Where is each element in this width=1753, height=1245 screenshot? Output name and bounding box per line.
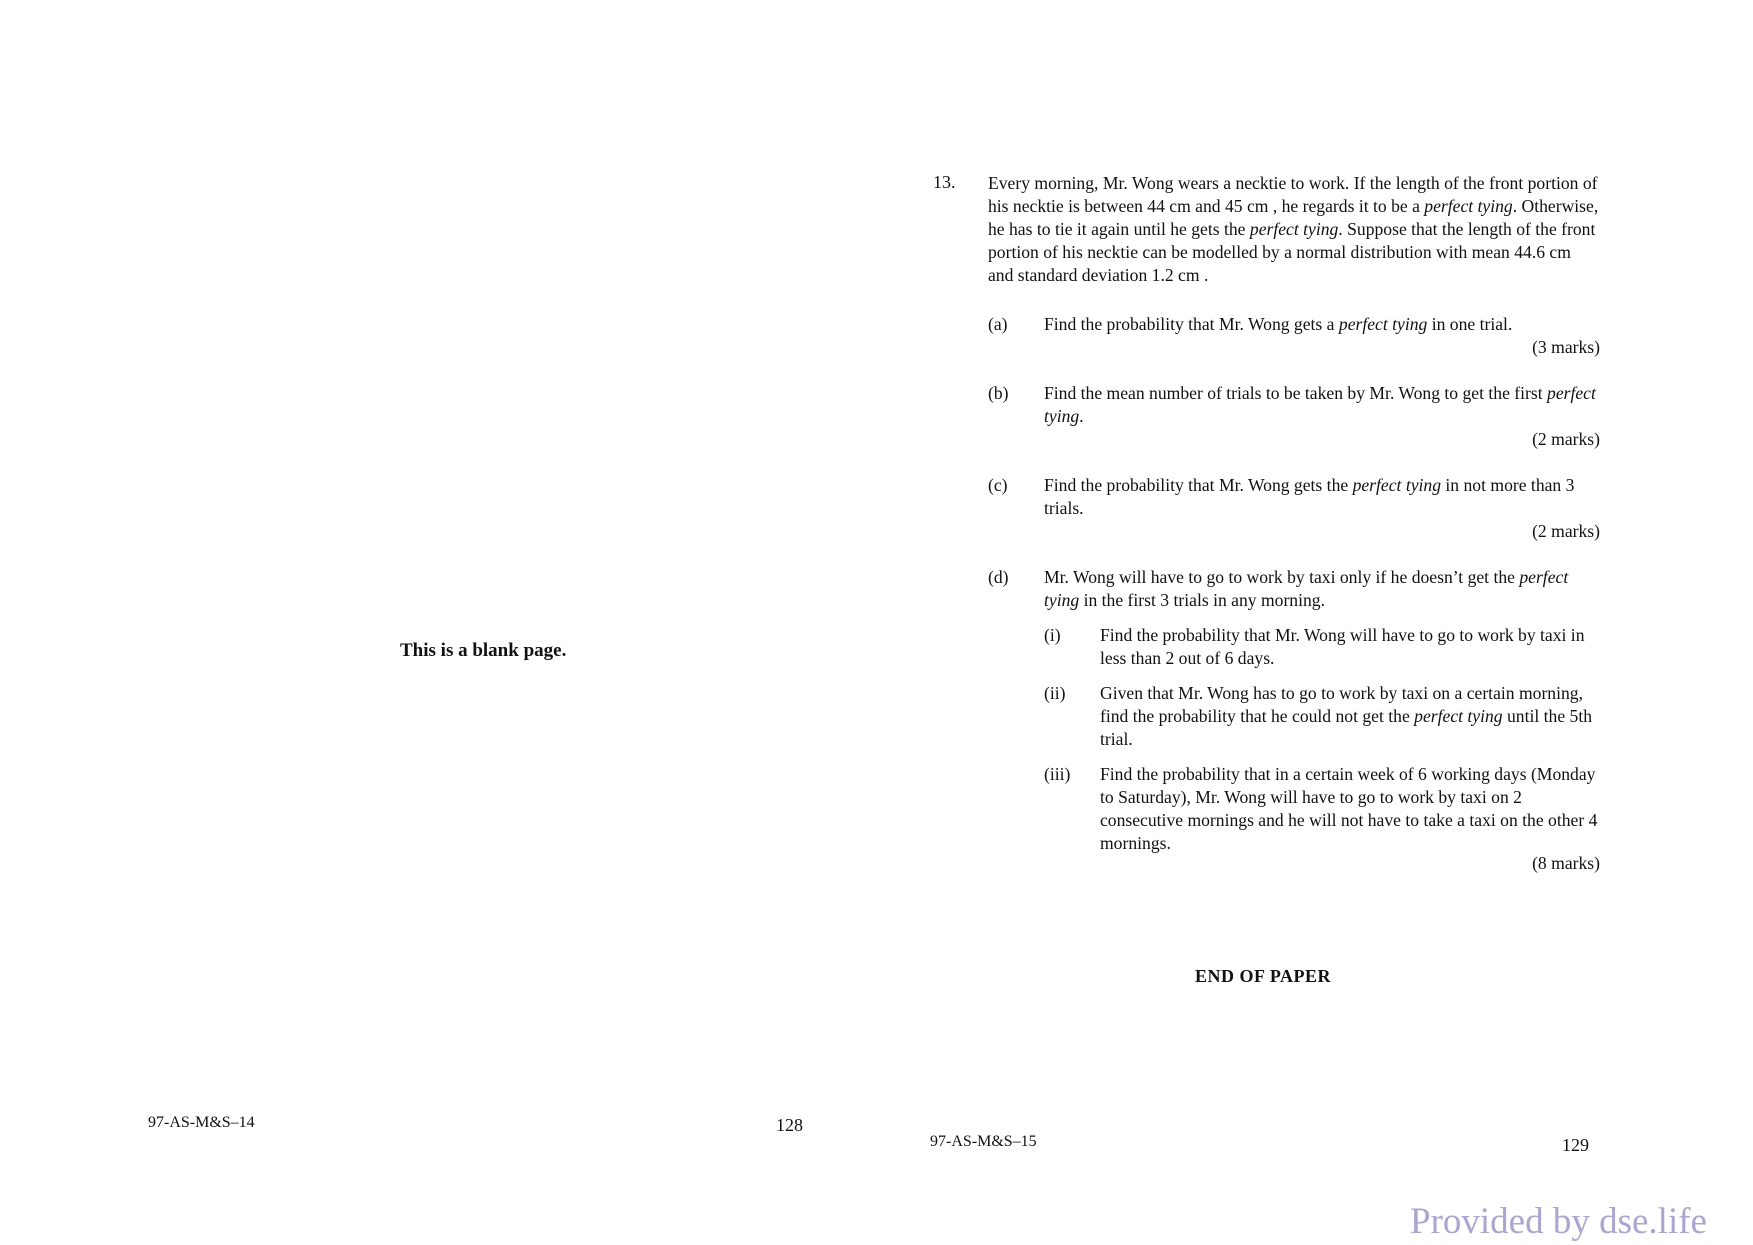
watermark-text: Provided by dse.life [1410,1201,1707,1242]
emphasis-term: perfect tying [1044,567,1569,610]
part-b-text: Find the mean number of trials to be taken by Mr. Wong to get the first perfect tying. [1044,383,1596,426]
emphasis-term: perfect tying [1424,196,1513,216]
left-page-number: 128 [776,1115,803,1135]
part-c-label: (c) [988,475,1008,495]
right-footer-code: 97-AS-M&S–15 [930,1133,1037,1150]
question-intro: Every morning, Mr. Wong wears a necktie to work. If the length of the front portion of his necktie is between 44 cm and 45 cm , he regards it to be a perfect tying. Otherwise, he has to tie it again until he gets the perfect tying. Suppose that the length of the front portion of his necktie can be modelled by a normal distribution with mean 44.6 cm and standard deviation 1.2 cm . [988,173,1599,285]
part-d-i-text: Find the probability that Mr. Wong will have to go to work by taxi in less than 2 out of 6 days. [1100,625,1585,668]
part-d-ii-text: Given that Mr. Wong has to go to work by taxi on a certain morning, find the probability that he could not get the perfect tying until the 5th trial. [1100,683,1593,749]
part-d-i-label: (i) [1044,625,1061,645]
part-b-marks: (2 marks) [1532,429,1600,449]
part-c-text: Find the probability that Mr. Wong gets the perfect tying in not more than 3 trials. [1044,475,1575,518]
part-d-marks: (8 marks) [1532,853,1600,873]
part-a-text: Find the probability that Mr. Wong gets a perfect tying in one trial. [1044,314,1513,334]
part-c-marks: (2 marks) [1532,521,1600,541]
emphasis-term: perfect tying [1338,314,1428,334]
part-d-iii-label: (iii) [1044,764,1071,784]
left-footer-code: 97-AS-M&S–14 [148,1114,255,1131]
part-d-ii-label: (ii) [1044,683,1066,703]
part-d-iii-text: Find the probability that in a certain week of 6 working days (Monday to Saturday), Mr. Wong will have to go to work by taxi on 2 consecutive mornings and he will not have to take a taxi on the other 4 mornings. [1100,764,1598,853]
part-a-marks: (3 marks) [1532,337,1600,357]
question-number: 13. [933,172,956,192]
part-b-label: (b) [988,383,1009,403]
part-a-label: (a) [988,314,1008,334]
right-page-number: 129 [1562,1135,1589,1155]
emphasis-term: perfect tying [1044,383,1596,426]
emphasis-term: perfect tying [1249,219,1339,239]
end-of-paper: END OF PAPER [1195,966,1331,986]
part-d-label: (d) [988,567,1009,587]
emphasis-term: perfect tying [1414,706,1503,726]
part-d-text: Mr. Wong will have to go to work by taxi only if he doesn’t get the perfect tying in the first 3 trials in any morning. [1044,567,1569,610]
emphasis-term: perfect tying [1352,475,1442,495]
blank-page-note: This is a blank page. [400,640,567,661]
